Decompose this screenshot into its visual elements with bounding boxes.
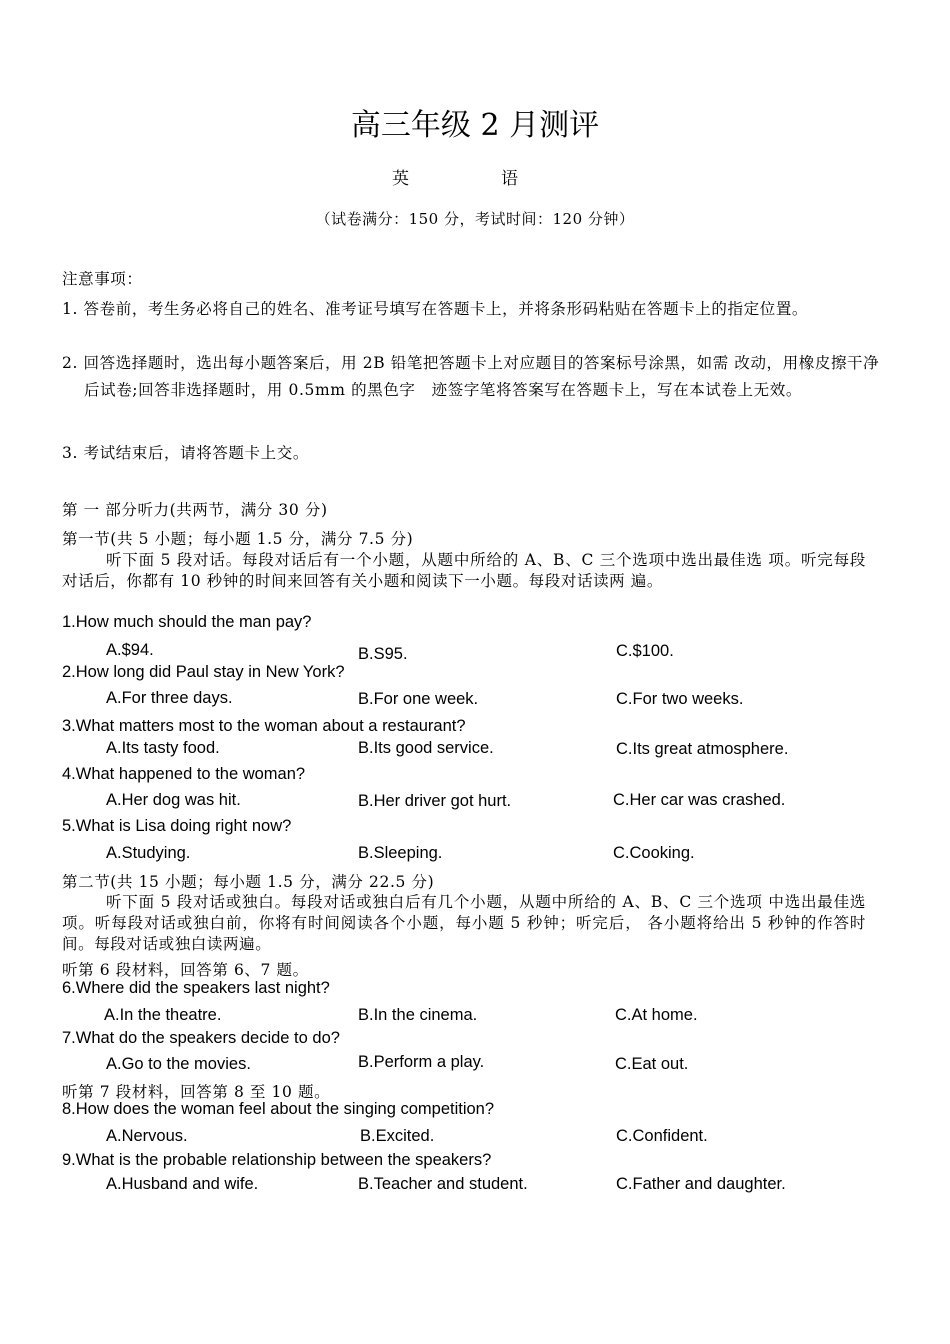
q3-option-b: B.Its good service. xyxy=(358,739,494,757)
q4-option-c: C.Her car was crashed. xyxy=(613,791,786,809)
q5-option-a: A.Studying. xyxy=(106,844,191,862)
question-6: 6.Where did the speakers last night? xyxy=(62,979,330,997)
q2-option-c: C.For two weeks. xyxy=(616,690,744,708)
exam-info: （试卷满分：150 分，考试时间：120 分钟） xyxy=(315,210,635,228)
question-7: 7.What do the speakers decide to do? xyxy=(62,1029,340,1047)
q2-option-a: A.For three days. xyxy=(106,689,233,707)
q8-option-a: A.Nervous. xyxy=(106,1127,188,1145)
q6-option-b: B.In the cinema. xyxy=(358,1006,478,1024)
q3-option-a: A.Its tasty food. xyxy=(106,739,220,757)
q1-option-a: A.$94. xyxy=(106,641,154,659)
notes-heading: 注意事项： xyxy=(62,270,143,288)
q1-option-b: B.S95. xyxy=(358,645,408,663)
q7-option-b: B.Perform a play. xyxy=(358,1053,485,1071)
question-9: 9.What is the probable relationship between the speakers? xyxy=(62,1151,492,1169)
note-item-3: 3. 考试结束后，请将答题卡上交。 xyxy=(62,444,309,462)
note-item-1: 1. 答卷前，考生务必将自己的姓名、准考证号填写在答题卡上，并将条形码粘贴在答题卡上的指定位置。 xyxy=(62,300,809,318)
q7-option-a: A.Go to the movies. xyxy=(106,1055,251,1073)
section1-heading: 第一节(共 5 小题；每小题 1.5 分，满分 7.5 分) xyxy=(62,530,414,548)
q5-option-b: B.Sleeping. xyxy=(358,844,443,862)
note-item-2: 2. 回答选择题时，选出每小题答案后，用 2B 铅笔把答题卡上对应题目的答案标号涂黑，如需 改动，用橡皮擦干净后试卷;回答非选择题时，用 0.5mm 的黑色字 迹签字笔将答案写在答题卡上，写在本试卷上无效。 xyxy=(62,354,880,399)
q9-option-c: C.Father and daughter. xyxy=(616,1175,786,1193)
subject-label-right: 语 xyxy=(501,169,518,189)
q5-option-c: C.Cooking. xyxy=(613,844,695,862)
section1-instructions: 听下面 5 段对话。每段对话后有一个小题，从题中所给的 A、B、C 三个选项中选出最佳选 项。听完每段对话后，你都有 10 秒钟的时间来回答有关小题和阅读下一小题。每段对话读两 遍。 xyxy=(62,551,866,590)
question-4: 4.What happened to the woman? xyxy=(62,765,306,783)
q3-option-c: C.Its great atmosphere. xyxy=(616,740,789,758)
question-3: 3.What matters most to the woman about a restaurant? xyxy=(62,717,466,735)
section2-heading: 第二节(共 15 小题；每小题 1.5 分，满分 22.5 分) xyxy=(62,873,435,891)
q9-option-b: B.Teacher and student. xyxy=(358,1175,528,1193)
material-6-label: 听第 6 段材料，回答第 6、7 题。 xyxy=(62,961,309,979)
q6-option-c: C.At home. xyxy=(615,1006,698,1024)
q4-option-a: A.Her dog was hit. xyxy=(106,791,241,809)
question-1: 1.How much should the man pay? xyxy=(62,613,312,631)
q2-option-b: B.For one week. xyxy=(358,690,479,708)
question-5: 5.What is Lisa doing right now? xyxy=(62,817,292,835)
q7-option-c: C.Eat out. xyxy=(615,1055,689,1073)
material-7-label: 听第 7 段材料，回答第 8 至 10 题。 xyxy=(62,1083,331,1101)
page-title: 高三年级 2 月测评 xyxy=(350,108,600,143)
q1-option-c: C.$100. xyxy=(616,642,674,660)
q8-option-b: B.Excited. xyxy=(360,1127,435,1145)
subject-label-left: 英 xyxy=(392,169,409,189)
question-2: 2.How long did Paul stay in New York? xyxy=(62,663,345,681)
section2-instructions: 听下面 5 段对话或独白。每段对话或独白后有几个小题，从题中所给的 A、B、C 三个选项 中选出最佳选项。听每段对话或独白前，你将有时间阅读各个小题，每小题 5 秒钟；听完后， 各小题将给出 5 秒钟的作答时间。每段对话或独白读两遍。 xyxy=(62,893,866,953)
q6-option-a: A.In the theatre. xyxy=(104,1006,222,1024)
part1-heading: 第 一 部分听力(共两节，满分 30 分) xyxy=(62,501,328,519)
q4-option-b: B.Her driver got hurt. xyxy=(358,792,512,810)
question-8: 8.How does the woman feel about the singing competition? xyxy=(62,1100,495,1118)
q8-option-c: C.Confident. xyxy=(616,1127,708,1145)
q9-option-a: A.Husband and wife. xyxy=(106,1175,259,1193)
